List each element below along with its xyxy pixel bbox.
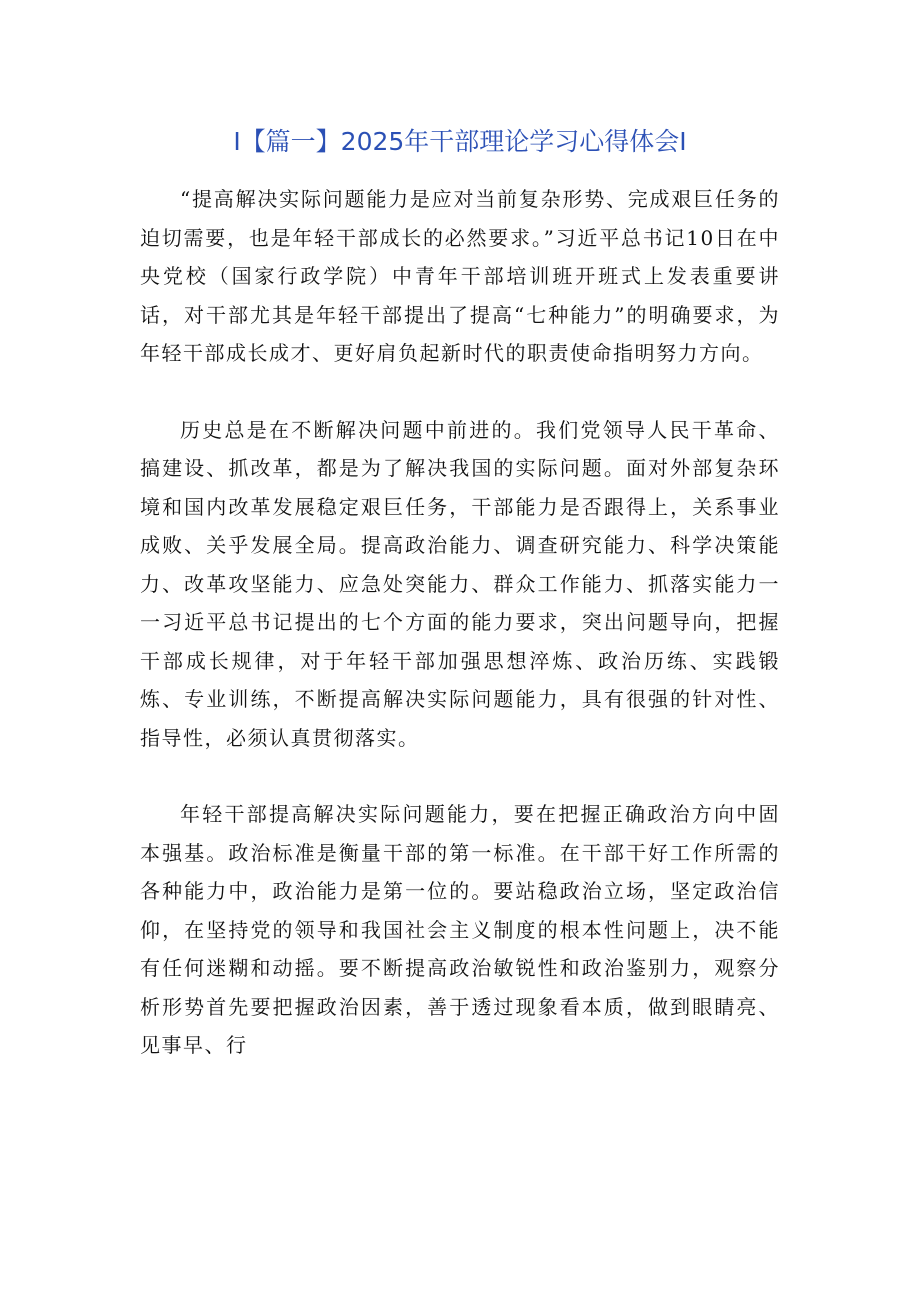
paragraph-2: 历史总是在不断解决问题中前进的。我们党领导人民干革命、搞建设、抓改革，都是为了解决我国的实际问题。面对外部复杂环境和国内改革发展稳定艰巨任务，干部能力是否跟得上，关系事业成败、关乎发展全局。提高政治能力、调查研究能力、科学决策能力、改革攻坚能力、应急处突能力、群众工作能力、抓落实能力一一习近平总书记提出的七个方面的能力要求，突出问题导向，把握干部成长规律，对于年轻干部加强思想淬炼、政治历练、实践锻炼、专业训练，不断提高解决实际问题能力，具有很强的针对性、指导性，必须认真贯彻落实。	[140, 417, 780, 750]
document-body	[140, 180, 780, 1065]
paragraph-3: 年轻干部提高解决实际问题能力，要在把握正确政治方向中固本强基。政治标准是衡量干部的第一标准。在干部干好工作所需的各种能力中，政治能力是第一位的。要站稳政治立场，坚定政治信仰，在坚持党的领导和我国社会主义制度的根本性问题上，决不能有任何迷糊和动摇。要不断提高政治敏锐性和政治鉴别力，观察分析形势首先要把握政治因素，善于透过现象看本质，做到眼睛亮、见事早、行	[140, 802, 780, 1057]
document-title: I【篇一】2025年干部理论学习心得体会I	[233, 127, 687, 156]
paragraph-1: “提高解决实际问题能力是应对当前复杂形势、完成艰巨任务的迫切需要，也是年轻干部成长的必然要求。”习近平总书记10日在中央党校（国家行政学院）中青年干部培训班开班式上发表重要讲话，对干部尤其是年轻干部提出了提高“七种能力”的明确要求，为年轻干部成长成才、更好肩负起新时代的职责使命指明努力方向。	[140, 187, 780, 365]
